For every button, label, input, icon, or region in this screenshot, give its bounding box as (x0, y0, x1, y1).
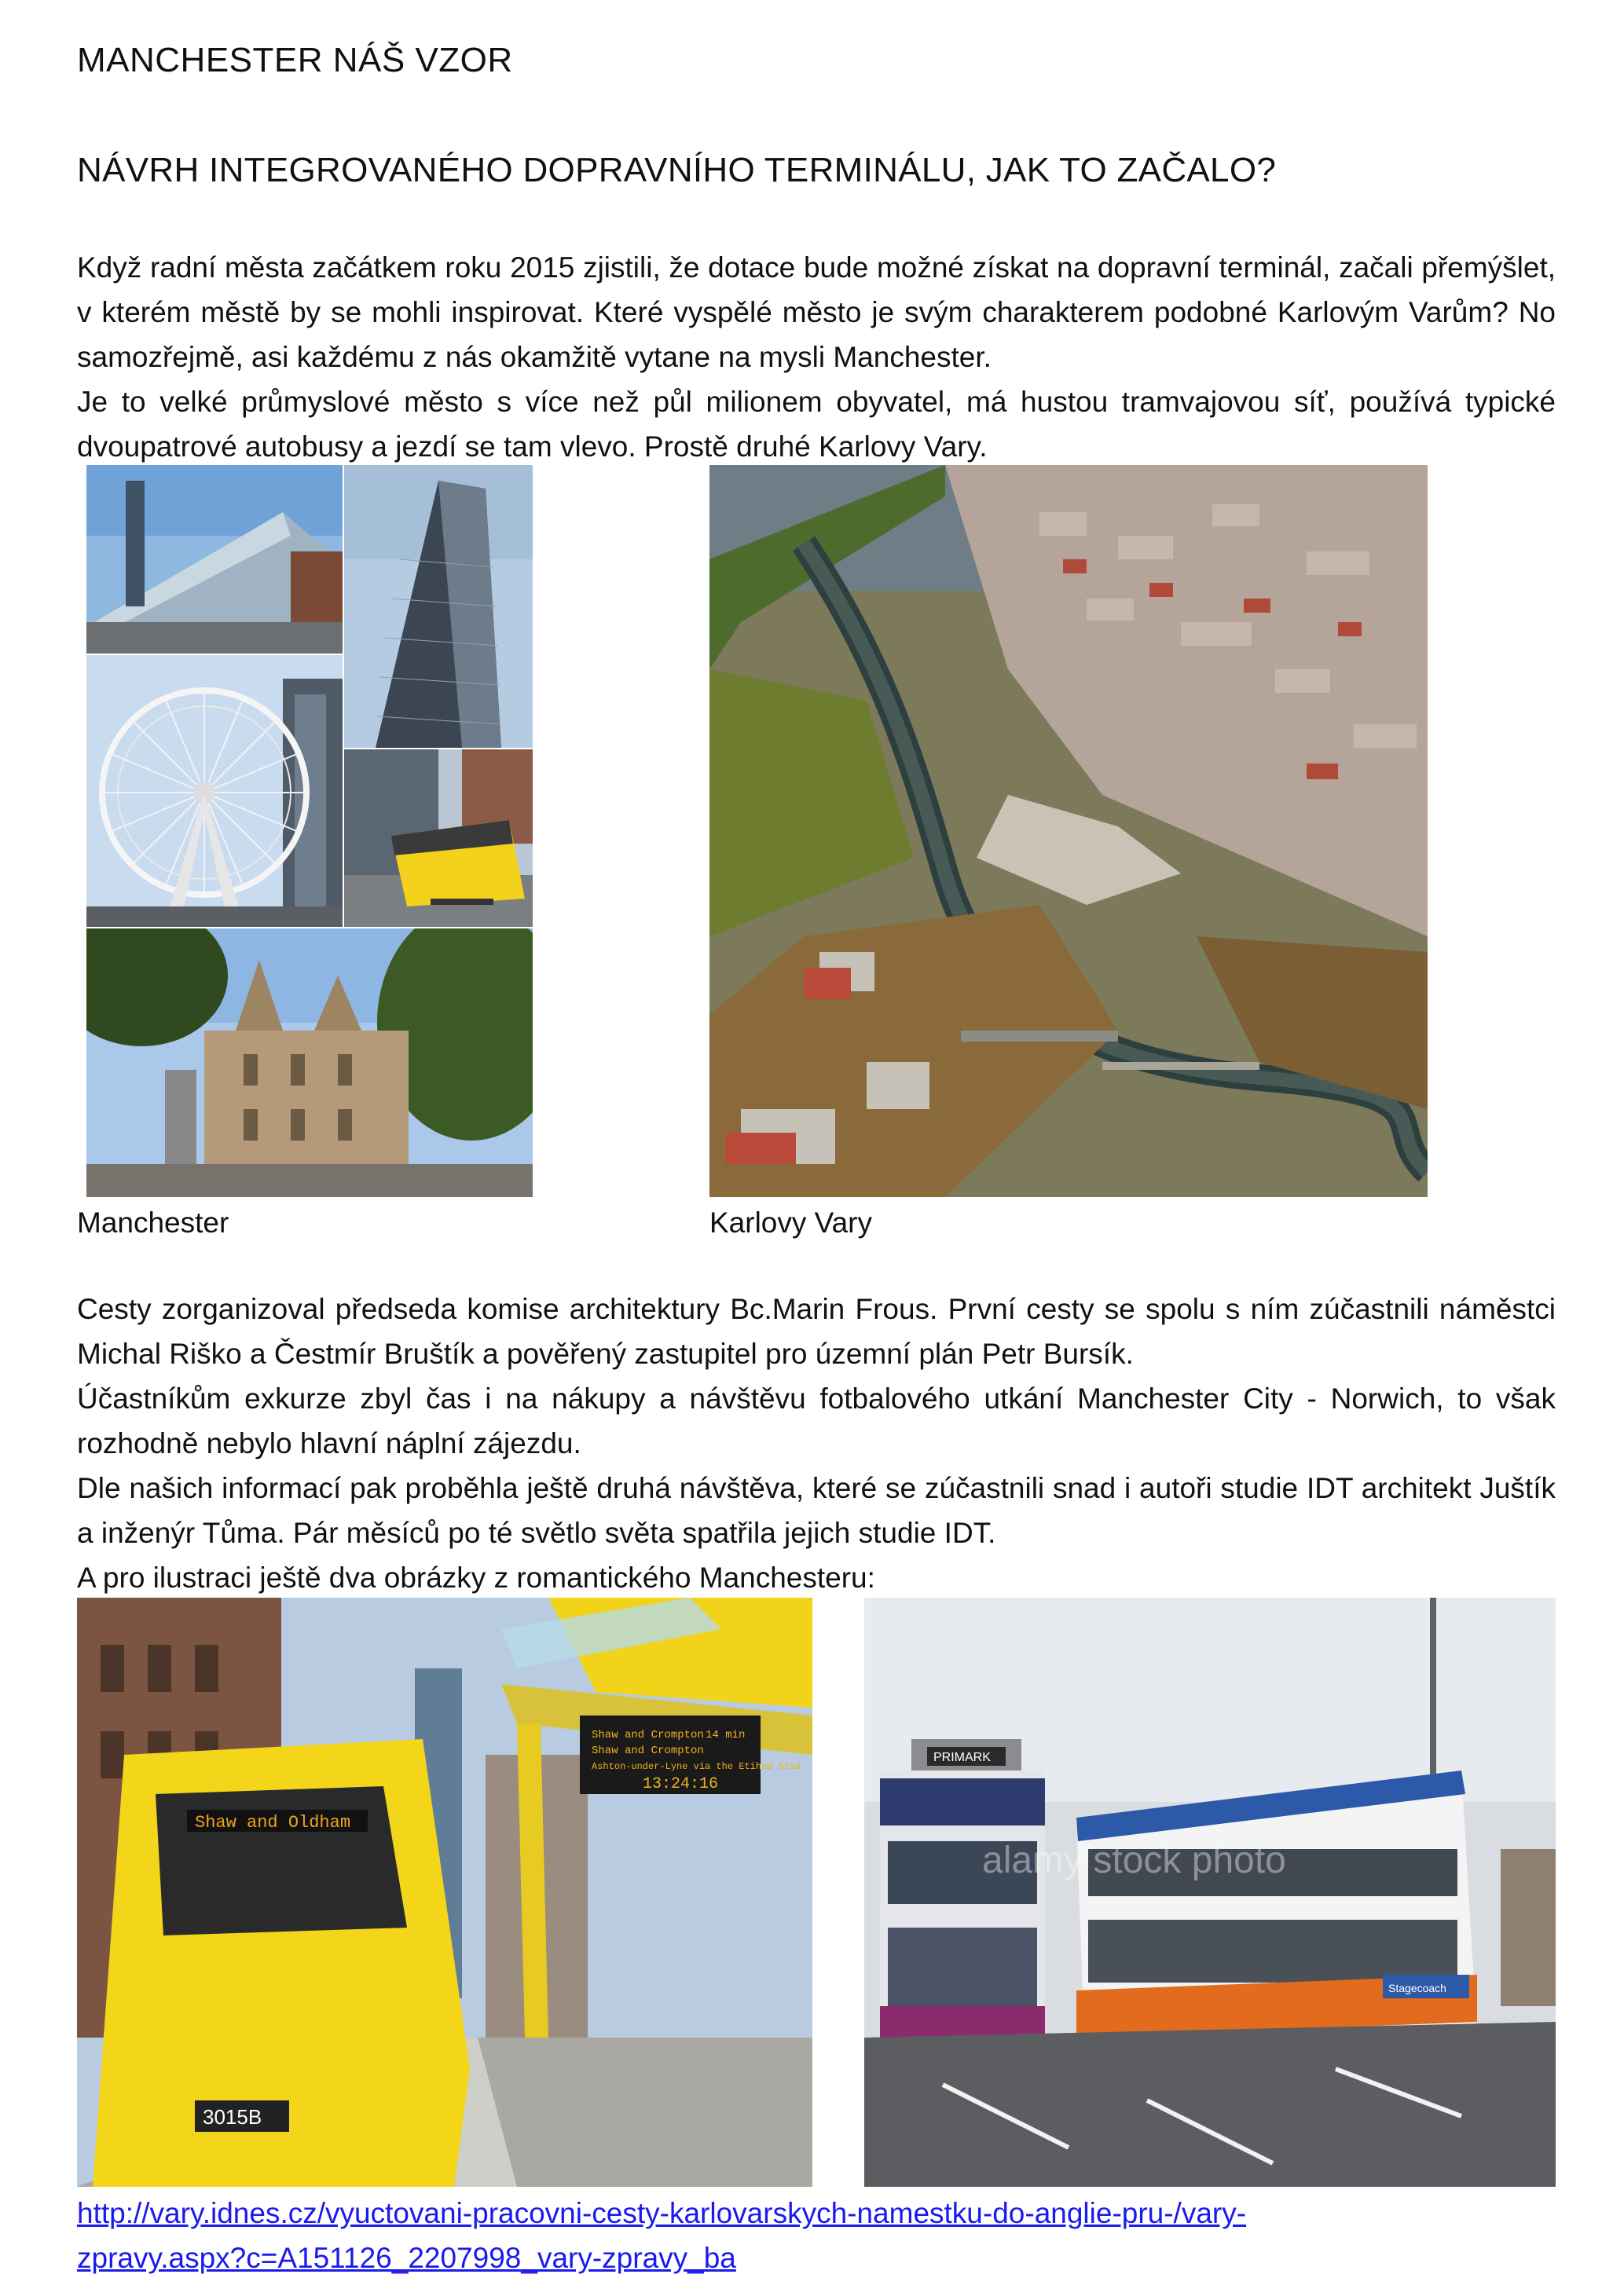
source-link-line2[interactable]: zpravy.aspx?c=A151126_2207998_vary-zpravy_ba (77, 2242, 736, 2274)
platform-sign-time: 13:24:16 (643, 1775, 719, 1793)
tram-number: 3015B (203, 2105, 262, 2129)
body-paragraph-2: Účastníkům exkurze zbyl čas i na nákupy a návštěvu fotbalového utkání Manchester City - Norwich, to však rozhodně nebylo hlavní náplní zájezdu. (77, 1382, 1556, 1459)
karlovy-vary-aerial-photo (709, 465, 1428, 1197)
intro-paragraph-2: Je to velké průmyslové město s více než půl milionem obyvatel, má hustou tramvajovou síť, používá typické dvoupatrové autobusy a jezdí se tam vlevo. Prostě druhé Karlovy Vary. (77, 386, 1556, 463)
stock-watermark: alamy stock photo (982, 1840, 1286, 1881)
manchester-collage-tower-photo (344, 465, 533, 748)
manchester-collage-townhall-photo (86, 928, 533, 1197)
body-paragraph-3: Dle našich informací pak proběhla ještě druhá návštěva, které se zúčastnili snad i autoři studie IDT architekt Juštík a inženýr Tůma. Pár měsíců po té světlo světa spatřila jejich studie IDT. (77, 1472, 1556, 1549)
body-paragraph-1: Cesty zorganizoval předseda komise architektury Bc.Marin Frous. První cesty se spolu s ním zúčastnili náměstci Michal Riško a Čestmír Bruštík a pověřený zastupitel pro územní plán Petr Bursík. (77, 1293, 1556, 1370)
page-subheading: NÁVRH INTEGROVANÉHO DOPRAVNÍHO TERMINÁLU, JAK TO ZAČALO? (77, 151, 1277, 189)
platform-sign-line3: Ashton-under-Lyne via the Etihad Stad (592, 1761, 801, 1772)
platform-sign-line1: Shaw and Crompton (592, 1729, 704, 1741)
manchester-buses-photo (864, 1598, 1556, 2187)
intro-paragraph-1: Když radní města začátkem roku 2015 zjistili, že dotace bude možné získat na dopravní terminál, začali přemýšlet, v kterém městě by se mohli inspirovat. Které vyspělé město je svým charakterem podobné Karlovým Varům? No samozřejmě, asi každému z nás okamžitě vytane na mysli Manchester. (77, 251, 1556, 373)
body-paragraph-4: A pro ilustraci ještě dva obrázky z romantického Manchesteru: (77, 1562, 875, 1594)
intro-text (77, 245, 1556, 469)
platform-sign-line2: Shaw and Crompton (592, 1745, 704, 1757)
caption-karlovy-vary: Karlovy Vary (709, 1207, 872, 1239)
page-heading: MANCHESTER NÁŠ VZOR (77, 41, 513, 79)
manchester-tram-stop-photo (77, 1598, 812, 2187)
source-link[interactable] (77, 2191, 1556, 2280)
caption-manchester: Manchester (77, 1207, 229, 1239)
manchester-collage-wheel-photo (86, 655, 343, 927)
store-sign: PRIMARK (933, 1751, 991, 1764)
platform-sign-mins: 14 min (706, 1729, 746, 1741)
tram-destination-display: Shaw and Oldham (195, 1813, 351, 1833)
body-text (77, 1287, 1556, 1600)
manchester-collage-urbis-photo (86, 465, 343, 654)
bus-operator-sign: Stagecoach (1388, 1982, 1446, 1994)
source-link-line1[interactable]: http://vary.idnes.cz/vyuctovani-pracovni-cesty-karlovarskych-namestku-do-anglie-pru-/vary- (77, 2197, 1247, 2229)
manchester-collage-tram-photo (344, 749, 533, 927)
